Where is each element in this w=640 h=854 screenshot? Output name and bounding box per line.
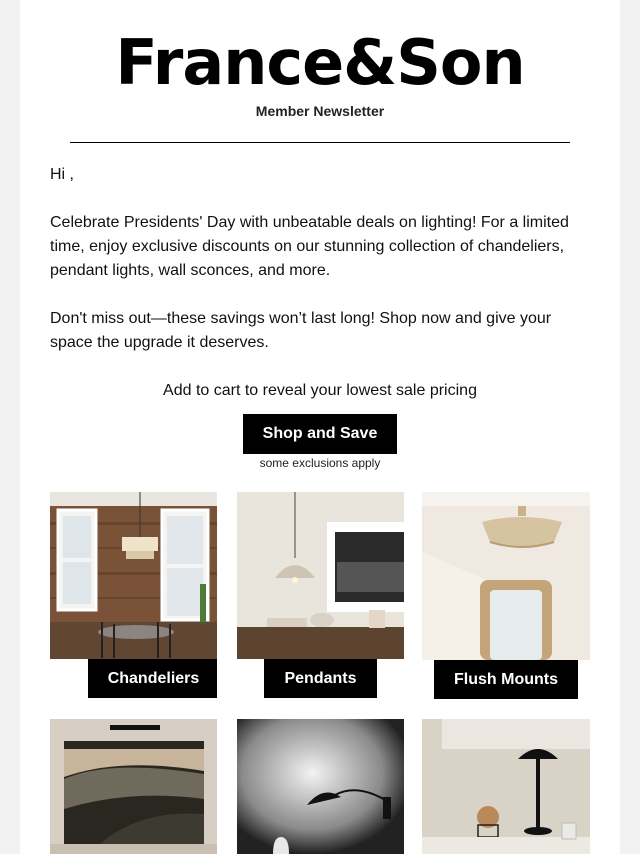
shop-and-save-button[interactable]: Shop and Save [243, 414, 397, 454]
exclusions-note: some exclusions apply [259, 456, 381, 470]
category-tile-chandeliers[interactable] [50, 492, 217, 698]
newsletter-card [20, 0, 620, 854]
category-label-pendants[interactable]: Pendants [264, 659, 377, 698]
header-divider [70, 142, 570, 143]
category-tile-picture-lights[interactable] [50, 719, 217, 854]
newsletter-subtitle: Member Newsletter [255, 103, 385, 119]
category-tile-table-lamps[interactable] [422, 719, 590, 854]
brand-logo[interactable]: France&Son [115, 26, 525, 99]
intro-paragraph: Celebrate Presidents' Day with unbeatable deals on lighting! For a limited time, enjoy exclusive discounts on our stunning collection of chandeliers, pendant lights, wall sconces, and more. [50, 214, 569, 279]
table-lamp-image[interactable] [422, 719, 590, 854]
urgency-paragraph: Don't miss out—these savings won’t last long! Shop now and give your space the upgrade it deserves. [50, 310, 552, 351]
cart-pricing-note: Add to cart to reveal your lowest sale pricing [163, 382, 477, 399]
category-tile-wall-sconces[interactable] [237, 719, 404, 854]
category-tile-flush-mounts[interactable] [422, 492, 590, 699]
category-label-flush-mounts[interactable]: Flush Mounts [434, 660, 578, 699]
category-tile-pendants[interactable] [237, 492, 404, 698]
category-label-chandeliers[interactable]: Chandeliers [88, 659, 217, 698]
wall-sconce-image[interactable] [237, 719, 404, 854]
picture-light-artwork-image[interactable] [50, 719, 217, 854]
greeting-text: Hi , [50, 166, 74, 183]
